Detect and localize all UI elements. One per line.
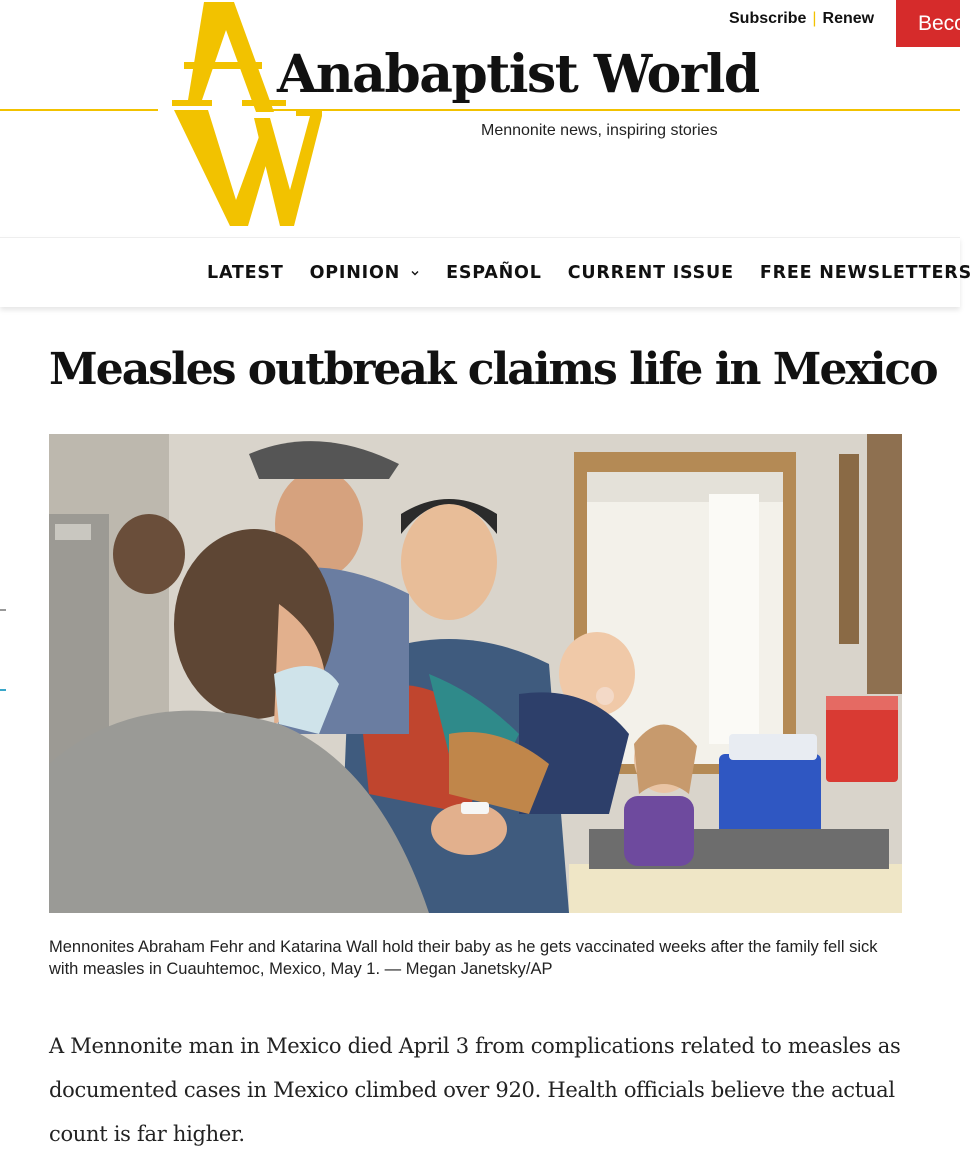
vaccination-photo-illustration [49, 434, 902, 913]
subscribe-link[interactable]: Subscribe [729, 10, 807, 27]
nav-item-opinion[interactable] [310, 263, 421, 283]
edge-divider [0, 609, 6, 611]
nav-item-label: OPINION [309, 263, 401, 283]
article-photo[interactable] [49, 434, 902, 913]
nav-item-label: LATEST [207, 263, 284, 283]
nav-item-label: ESPAÑOL [446, 263, 542, 283]
nav-item-label: FREE NEWSLETTERS [759, 263, 972, 283]
aw-logo[interactable] [166, 0, 326, 228]
article-headline: Measles outbreak claims life in Mexico [49, 344, 937, 395]
utility-links [729, 10, 874, 28]
main-nav [0, 237, 972, 307]
nav-item-label: CURRENT ISSUE [567, 263, 734, 283]
photo-caption: Mennonites Abraham Fehr and Katarina Wall hold their baby as he gets vaccinated weeks after the family fell sick with measles in Cuauhtemoc, Mexico, May 1. — Megan Janetsky/AP [49, 938, 878, 978]
chevron-down-icon [410, 268, 420, 278]
link-separator: | [812, 10, 817, 27]
nav-item-current-issue[interactable] [568, 263, 734, 283]
tagline: Mennonite news, inspiring stories [481, 122, 718, 139]
masthead-rule-left [0, 109, 158, 111]
edge-link-marker [0, 689, 6, 691]
become-member-button[interactable]: Beco [896, 0, 960, 47]
nav-item-espanol[interactable] [446, 263, 542, 283]
renew-link[interactable]: Renew [822, 10, 875, 27]
nav-item-latest[interactable] [207, 263, 284, 283]
masthead-rule-right [262, 109, 960, 111]
article-body-paragraph: A Mennonite man in Mexico died April 3 from complications related to measles as documented cases in Mexico climbed over 920. Health officials believe the actual count is far higher. [49, 1034, 901, 1146]
nav-item-free-newsletters[interactable] [760, 263, 972, 283]
masthead [0, 0, 966, 236]
site-title[interactable]: Anabaptist World [277, 44, 759, 105]
